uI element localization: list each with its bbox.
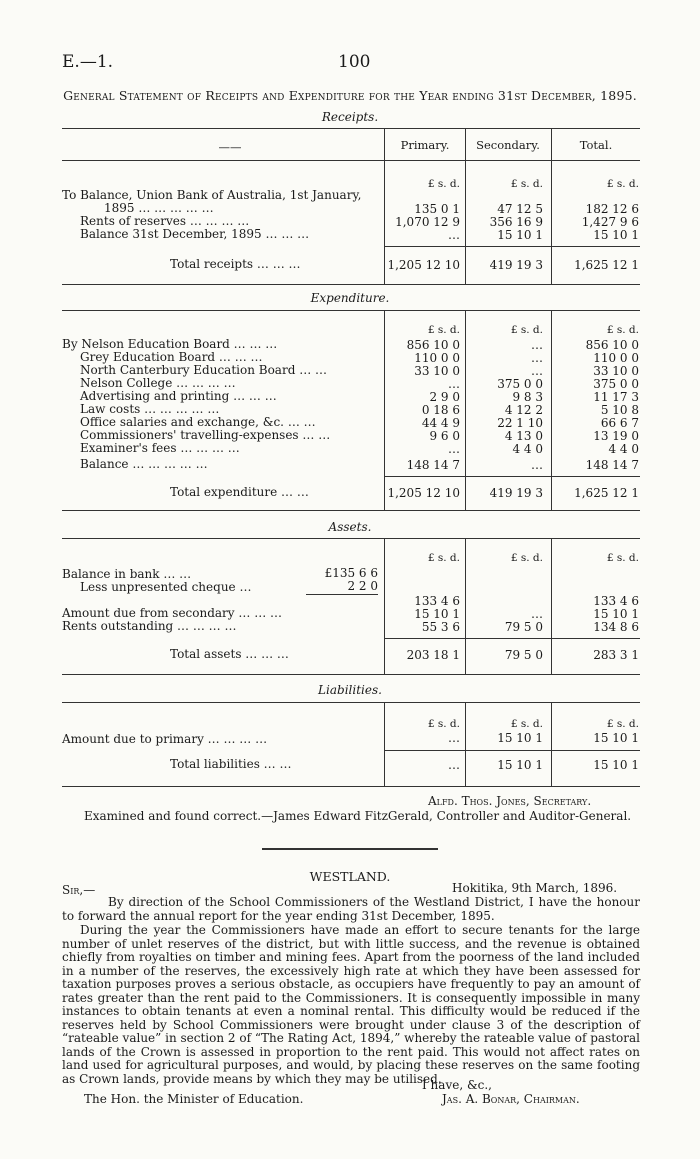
lsd-header: £ s. d. [510, 552, 543, 564]
receipt-secondary: 356 16 9 [489, 215, 543, 229]
receipt-label: To Balance, Union Bank of Australia, 1st January, [62, 188, 362, 202]
auditor-certification: Examined and found correct.—James Edward FitzGerald, Controller and Auditor-General. [84, 809, 632, 823]
expenditure-label: Grey Education Board … … … [80, 350, 263, 364]
expenditure-label: Office salaries and exchange, &c. … … [80, 415, 316, 429]
expenditure-total: 33 10 0 [593, 364, 639, 378]
expenditure-total: 4 4 0 [608, 442, 639, 456]
total-column-header: Total. [579, 138, 613, 152]
liability-primary: … [448, 731, 460, 745]
rule [384, 246, 640, 247]
expenditure-label: Commissioners' travelling-expenses … … [80, 428, 331, 442]
rule [62, 674, 640, 675]
letter-signer: Jas. A. Bonar, Chairman. [442, 1092, 580, 1106]
letter-paragraph-1: By direction of the School Commissioners of the Westland District, I have the honour to forward the annual report for the year ending 31st December, 1895. [62, 895, 640, 923]
expenditure-primary: 9 6 0 [429, 429, 460, 443]
letter-closing: I have, &c., [422, 1078, 492, 1092]
page-number: 100 [338, 52, 371, 72]
primary-column-header: Primary. [400, 138, 450, 152]
total-expenditure-label: Total expenditure … … [170, 485, 309, 499]
westland-heading: WESTLAND. [309, 869, 391, 884]
expenditure-total: 5 10 8 [600, 403, 639, 417]
total-expenditure-secondary: 419 19 3 [489, 486, 543, 500]
asset-label: Rents outstanding … … … … [62, 619, 237, 633]
receipt-total: 15 10 1 [593, 228, 639, 242]
total-liabilities-label: Total liabilities … … [170, 757, 292, 771]
total-assets-primary: 203 18 1 [406, 648, 460, 662]
lsd-header: £ s. d. [427, 718, 460, 730]
lsd-header: £ s. d. [427, 324, 460, 336]
total-liabilities-secondary: 15 10 1 [497, 758, 543, 772]
document-code: E.—1. [62, 52, 114, 72]
expenditure-secondary: 4 4 0 [512, 442, 543, 456]
total-liabilities-total: 15 10 1 [593, 758, 639, 772]
rule [62, 284, 640, 285]
expenditure-primary: 148 14 7 [406, 458, 460, 472]
secondary-column-header: Secondary. [476, 138, 540, 152]
expenditure-primary: 110 0 0 [414, 351, 460, 365]
lsd-header: £ s. d. [510, 324, 543, 336]
assets-heading: Assets. [328, 520, 372, 534]
column-rule [465, 128, 466, 284]
expenditure-label: Balance … … … … … [80, 457, 208, 471]
liability-secondary: 15 10 1 [497, 731, 543, 745]
total-assets-total: 283 3 1 [593, 648, 639, 662]
total-receipts-secondary: 419 19 3 [489, 258, 543, 272]
letter-salutation: Sir,— [62, 883, 96, 897]
cheque-amount: 2 2 0 [347, 579, 378, 593]
expenditure-total: 375 0 0 [593, 377, 639, 391]
receipt-primary: 1,070 12 9 [395, 215, 460, 229]
lsd-header: £ s. d. [606, 178, 639, 190]
expenditure-label: Advertising and printing … … … [80, 389, 277, 403]
bank-amount: £135 6 6 [324, 566, 378, 580]
receipt-label: Balance 31st December, 1895 … … … [80, 227, 310, 241]
expenditure-label: Law costs … … … … … [80, 402, 220, 416]
column-rule [551, 702, 552, 786]
total-expenditure-primary: 1,205 12 10 [387, 486, 460, 500]
total-receipts-label: Total receipts … … … [170, 257, 301, 271]
asset-label: Less unpresented cheque … [80, 580, 252, 594]
rule [384, 750, 640, 751]
total-liabilities-primary: … [448, 758, 460, 772]
total-receipts-primary: 1,205 12 10 [387, 258, 460, 272]
letter-paragraph-2: During the year the Commissioners have made an effort to secure tenants for the large number of unlet reserves of the district, but with little success, and the revenue is obtained chiefly from royalties on timber and mining fees. Apart from the poorness of the land included in a number of the reserves, the excessively high rate at which they have been assessed for taxation purposes proves a serious obstacle, as occupiers have frequently to pay an amount of rates greater than the rent paid to the Commissioners. It is consequently impossible in many instances to obtain tenants at even a nominal rental. This difficulty would be reduced if the reserves held by School Commissioners were brought under clause 3 of the description of “rateable value” in section 2 of “The Rating Act, 1894,” whereby the rateable value of pastoral lands of the Crown is assessed in proportion to the rent paid. This would not affect rates on land used for agricultural purposes, and would, by placing these reserves on the same footing as Crown lands, provide means by which they may be utilised. [62, 923, 640, 1086]
lsd-header: £ s. d. [427, 178, 460, 190]
lsd-header: £ s. d. [510, 718, 543, 730]
rule [62, 510, 640, 511]
column-rule [551, 310, 552, 510]
expenditure-label: Examiner's fees … … … … [80, 441, 240, 455]
asset-total: 134 8 6 [593, 620, 639, 634]
lsd-header: £ s. d. [606, 718, 639, 730]
rule [62, 128, 640, 129]
receipt-primary: … [448, 228, 460, 242]
expenditure-primary: 0 18 6 [421, 403, 460, 417]
expenditure-primary: 2 9 0 [429, 390, 460, 404]
expenditure-secondary: 375 0 0 [497, 377, 543, 391]
asset-label: Balance in bank … … [62, 567, 192, 581]
rule [384, 476, 640, 477]
lsd-header: £ s. d. [606, 324, 639, 336]
expenditure-secondary: … [531, 364, 543, 378]
asset-secondary: 79 5 0 [504, 620, 543, 634]
expenditure-primary: 856 10 0 [406, 338, 460, 352]
asset-secondary: … [531, 607, 543, 621]
expenditure-total: 856 10 0 [585, 338, 639, 352]
expenditure-total: 148 14 7 [585, 458, 639, 472]
lsd-header: £ s. d. [606, 552, 639, 564]
liabilities-heading: Liabilities. [318, 683, 382, 697]
receipt-total: 1,427 9 6 [581, 215, 639, 229]
expenditure-primary: … [448, 442, 460, 456]
expenditure-label: By Nelson Education Board … … … [62, 337, 278, 351]
asset-label: Amount due from secondary … … … [62, 606, 283, 620]
total-expenditure-total: 1,625 12 1 [574, 486, 639, 500]
expenditure-secondary: 4 13 0 [504, 429, 543, 443]
total-assets-secondary: 79 5 0 [504, 648, 543, 662]
letter-addressee: The Hon. the Minister of Education. [84, 1092, 304, 1106]
asset-primary: 55 3 6 [421, 620, 460, 634]
column-rule [465, 538, 466, 674]
receipt-total: 182 12 6 [585, 202, 639, 216]
liability-label: Amount due to primary … … … … [62, 732, 268, 746]
receipt-secondary: 47 12 5 [497, 202, 543, 216]
expenditure-heading: Expenditure. [310, 291, 390, 305]
column-rule [551, 538, 552, 674]
expenditure-primary: 44 4 9 [421, 416, 460, 430]
liability-total: 15 10 1 [593, 731, 639, 745]
expenditure-primary: 33 10 0 [414, 364, 460, 378]
expenditure-label: North Canterbury Education Board … … [80, 363, 328, 377]
expenditure-primary: … [448, 377, 460, 391]
expenditure-total: 66 6 7 [600, 416, 639, 430]
rule [306, 594, 378, 595]
asset-total: 15 10 1 [593, 607, 639, 621]
asset-primary: 15 10 1 [414, 607, 460, 621]
letter-place-date: Hokitika, 9th March, 1896. [452, 881, 618, 895]
expenditure-total: 13 19 0 [593, 429, 639, 443]
rule [62, 538, 640, 539]
rule [384, 638, 640, 639]
receipts-heading: Receipts. [321, 110, 379, 124]
expenditure-secondary: … [531, 458, 543, 472]
rule [62, 160, 640, 161]
lsd-header: £ s. d. [427, 552, 460, 564]
rule [62, 310, 640, 311]
total-receipts-total: 1,625 12 1 [574, 258, 639, 272]
section-divider [262, 848, 438, 850]
expenditure-label: Nelson College … … … … [80, 376, 236, 390]
rule [62, 786, 640, 787]
total-assets-label: Total assets … … … [170, 647, 289, 661]
column-rule [551, 128, 552, 284]
expenditure-secondary: 4 12 2 [504, 403, 543, 417]
statement-title: General Statement of Receipts and Expenditure for the Year ending 31st December, 1895. [63, 88, 637, 103]
expenditure-total: 11 17 3 [593, 390, 639, 404]
expenditure-total: 110 0 0 [593, 351, 639, 365]
asset-primary: 133 4 6 [414, 594, 460, 608]
rule [62, 702, 640, 703]
receipt-label: Rents of reserves … … … … [80, 214, 250, 228]
asset-total: 133 4 6 [593, 594, 639, 608]
receipt-primary: 135 0 1 [414, 202, 460, 216]
expenditure-secondary: … [531, 351, 543, 365]
lsd-header: £ s. d. [510, 178, 543, 190]
column-rule [465, 702, 466, 786]
secretary-signature: Alfd. Thos. Jones, Secretary. [428, 794, 592, 808]
expenditure-secondary: 9 8 3 [512, 390, 543, 404]
column-rule [465, 310, 466, 510]
column-dash: —— [218, 140, 242, 154]
receipt-secondary: 15 10 1 [497, 228, 543, 242]
expenditure-secondary: 22 1 10 [497, 416, 543, 430]
expenditure-secondary: … [531, 338, 543, 352]
receipt-label: 1895 … … … … … [104, 201, 214, 215]
